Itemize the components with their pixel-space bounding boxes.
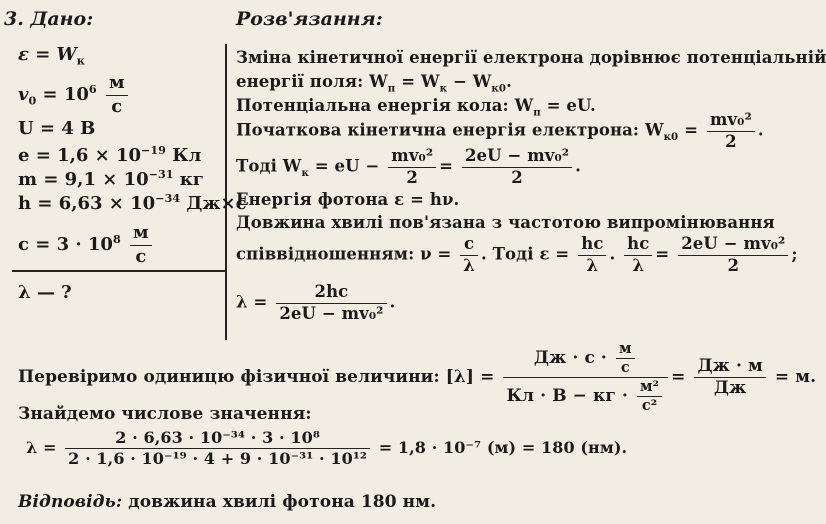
given-planck: $h = 6,63 \times 10^{-34}$ Дж×с (18, 192, 247, 214)
problem-number: 3. (4, 8, 24, 30)
frequency-fraction: $\frac{c}{\lambda}$ (460, 234, 478, 276)
unit-simplified-fraction: $\frac{Дж \cdot м}{Дж}$ (694, 356, 765, 400)
solution-line-9: λ = $\frac{2hc}{\text{2eU − mv₀²}}$ . (236, 282, 396, 323)
hc-lambda-fraction: $\frac{hc}{\lambda}$ (624, 234, 652, 276)
unit-fraction: Дж · с · $\frac{м}{с}$ Кл · В − кг · $\frac{\text{м²}}{\text{с²}}$ (503, 340, 668, 415)
numeric-calculation: λ = $\frac{\text{2 · 6,63 · 10⁻³⁴ · 3 · 10⁸}}{\text{2 · 1,6 · 10⁻¹⁹ · 4 + 9 · 10⁻³¹ · 10¹²}}$ = 1,8 · 10⁻⁷ (м) = 180 (нм). (26, 428, 628, 468)
unit-den-inner-fraction: $\frac{\text{м²}}{\text{с²}}$ (637, 378, 662, 415)
given-mass: $m = 9,1 \times 10^{-31}$ кг (18, 168, 204, 190)
problem-header (4, 8, 93, 30)
solution-line-8: співвідношенням: ν = $\frac{c}{\lambda}$ . Тоді ε = $\frac{hc}{\lambda}$ . $\frac{hc}{\lambda}$ = $\frac{\text{2eU − mv₀²}}{2}$ ; (236, 234, 798, 275)
given-charge: $e = 1,6 \times 10^{-19}$ Кл (18, 144, 202, 166)
kinetic-fraction-1: $\frac{\text{mv₀²}}{2}$ (388, 146, 436, 188)
given-divider (12, 270, 225, 272)
given-velocity: $v_0 = 10^6$ $\frac{м}{с}$ (18, 72, 131, 118)
solution-line-7: Довжина хвилі пов'язана з частотою випромінювання (236, 213, 775, 232)
solution-line-4: Початкова кінетична енергія електрона: $W_{к0}$ = $\frac{\text{mv₀²}}{2}$ . (236, 110, 764, 151)
numeric-lead: Знайдемо числове значення: (18, 404, 312, 424)
light-speed-unit: $\frac{м}{с}$ (130, 222, 152, 268)
lambda-formula-fraction: $\frac{2hc}{\text{2eU − mv₀²}}$ (276, 282, 386, 324)
unit-inner-fraction: $\frac{м}{с}$ (616, 340, 635, 377)
given-heading: Дано: (30, 8, 94, 30)
find-lambda: λ — ? (18, 282, 72, 303)
kinetic-fraction-2: $\frac{\text{2eU − mv₀²}}{2}$ (462, 146, 572, 188)
solution-line-2: енергії поля: $W_п = W_к - W_{к0}$. (236, 72, 512, 95)
answer: Відповідь: довжина хвилі фотона 180 нм. (18, 492, 437, 512)
velocity-unit: $\frac{м}{с}$ (106, 72, 128, 118)
photon-energy-fraction: $\frac{hc}{\lambda}$ (578, 234, 606, 276)
solution-line-3: Потенціальна енергія кола: $W_п$ = eU. (236, 96, 596, 119)
numeric-fraction: $\frac{\text{2 · 6,63 · 10⁻³⁴ · 3 · 10⁸}}{\text{2 · 1,6 · 10⁻¹⁹ · 4 + 9 · 10⁻³¹ · 10¹²}}$ (65, 428, 370, 469)
given-light-speed: $c = 3 \cdot 10^8$ $\frac{м}{с}$ (18, 222, 155, 268)
solution-line-1: Зміна кінетичної енергії електрона дорівнює потенціальній (236, 48, 826, 67)
solution-line-6: Енергія фотона ε = hν. (236, 190, 460, 209)
energy-balance-fraction: $\frac{\text{2eU − mv₀²}}{2}$ (678, 234, 788, 276)
unit-check: Перевіримо одиницю фізичної величини: [λ] = Дж · с · $\frac{м}{с}$ Кл · В − кг · $\frac{\text{м²}}{\text{с²}}$ = $\frac{Дж \cdot м}{Дж}$ = м. (18, 340, 817, 415)
given-voltage: U = 4 В (18, 118, 96, 139)
given-energy: $\varepsilon = W_к$ (18, 44, 85, 68)
solution-heading: Розв'язання: (236, 8, 383, 30)
solution-line-5: Тоді $W_к$ = eU − $\frac{\text{mv₀²}}{2}$ = $\frac{\text{2eU − mv₀²}}{2}$ . (236, 146, 581, 187)
initial-energy-fraction: $\frac{\text{mv₀²}}{2}$ (707, 110, 755, 152)
